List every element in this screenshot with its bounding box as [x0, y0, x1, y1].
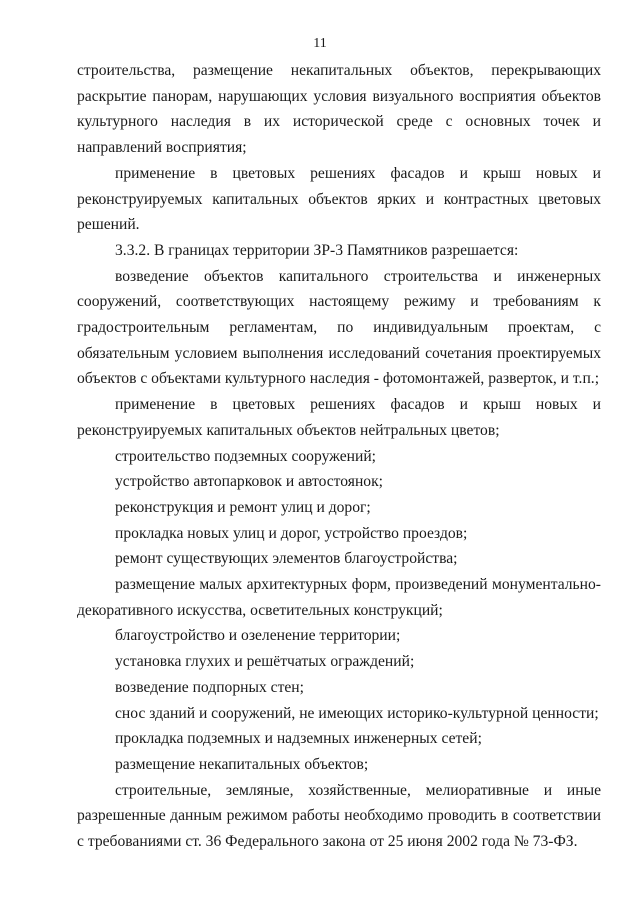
paragraph-continuation: строительства, размещение некапитальных объектов, перекрывающих раскрытие панорам, нарушающих условия визуального восприятия объектов культурного наследия в их исторической среде с основных точек и направлений восприятия;: [77, 62, 601, 157]
list-item: прокладка новых улиц и дорог, устройство проездов;: [115, 524, 468, 542]
list-item-final: строительные, земляные, хозяйственные, мелиоративные и иные разрешенные данным режимом работы необходимо проводить в соответствии с требованиями ст. 36 Федерального закона от 25 июня 2002 года № 73-ФЗ.: [77, 781, 601, 851]
list-item: возведение подпорных стен;: [115, 678, 304, 696]
list-item: снос зданий и сооружений, не имеющих историко-культурной ценности;: [115, 704, 599, 722]
document-body: [77, 58, 601, 855]
page-number: 11: [313, 36, 327, 51]
list-item: ремонт существующих элементов благоустройства;: [115, 550, 458, 568]
paragraph-prohibition-bright-colors: применение в цветовых решениях фасадов и крыш новых и реконструируемых капитальных объектов ярких и контрастных цветовых решений.: [77, 164, 601, 234]
list-item: строительство подземных сооружений;: [115, 447, 377, 465]
list-item: размещение некапитальных объектов;: [115, 755, 369, 773]
list-item: возведение объектов капитального строительства и инженерных сооружений, соответствующих настоящему режиму и требованиям к градостроительным регламентам, по индивидуальным проектам, с обязательным условием выполнения исследований сочетания проектируемых объектов с объектами культурного наследия - фотомонтажей, разверток, и т.п.;: [77, 267, 601, 388]
list-item: установка глухих и решётчатых ограждений;: [115, 653, 415, 671]
list-item: устройство автопарковок и автостоянок;: [115, 473, 384, 491]
list-item: размещение малых архитектурных форм, произведений монументально-декоративного искусства, осветительных конструкций;: [77, 576, 601, 619]
list-item: благоустройство и озеленение территории;: [115, 627, 401, 645]
section-heading-3-3-2: 3.3.2. В границах территории ЗР-3 Памятников разрешается:: [115, 241, 519, 259]
list-item: реконструкция и ремонт улиц и дорог;: [115, 498, 371, 516]
list-item: применение в цветовых решениях фасадов и крыш новых и реконструируемых капитальных объектов нейтральных цветов;: [77, 396, 601, 439]
list-item: прокладка подземных и надземных инженерных сетей;: [115, 730, 482, 748]
